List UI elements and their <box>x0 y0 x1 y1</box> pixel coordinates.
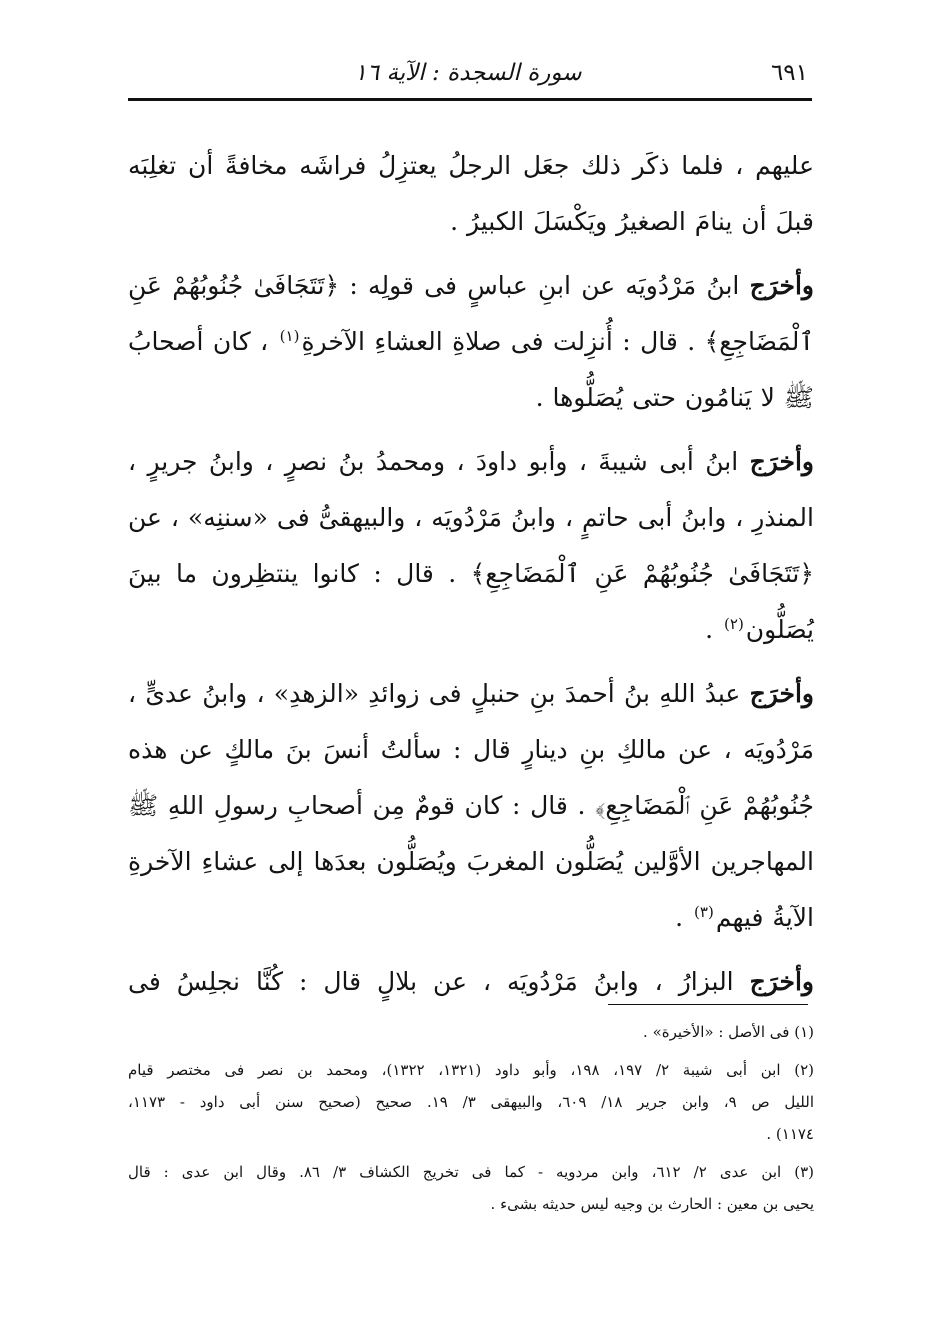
text-span: ابنُ مَرْدُويَه عن ابنِ عباسٍ فى قولِه : ﴿تَتَجَافَىٰ جُنُوبُهُمْ عَنِ <box>128 271 750 300</box>
footnote-1 <box>128 1016 814 1048</box>
paragraph-lead-word: وأخرَج <box>749 271 814 300</box>
header-rule <box>128 98 812 101</box>
footnote-2 <box>128 1054 814 1150</box>
footnote-ref-3[interactable]: (٣) <box>694 902 714 921</box>
text-line <box>128 954 814 1010</box>
footnote-ref-1[interactable]: (١) <box>279 326 300 345</box>
footnotes <box>128 1016 814 1220</box>
text-line: ﴿تَتَجَافَىٰ جُنُوبُهُمْ عَنِ ٱلْمَضَاجِعِ﴾ . قال : كانوا ينتظِرون ما بينَ <box>128 559 814 588</box>
running-title: سورة السجدة : الآية ١٦ <box>354 60 582 86</box>
footnote-ref-2[interactable]: (٢) <box>724 614 744 633</box>
text-line <box>128 666 814 722</box>
text-line: المنذرِ ، وابنُ أبى حاتمٍ ، وابنُ مَرْدُويَه ، والبيهقىُّ فى «سننِه» ، عن <box>128 503 814 532</box>
text-span: البزارُ ، وابنُ مَرْدُويَه ، عن بلالٍ قال : كُنَّا نجلِسُ فى <box>128 967 734 996</box>
footnote-3 <box>128 1156 814 1220</box>
footnote-line: (٣) ابن عدى ٢/ ٦١٢، وابن مردويه - كما فى تخريج الكشاف ٣/ ٨٦. وقال ابن عدى : قال <box>128 1163 814 1181</box>
text-line: مَرْدُويَه ، عن مالكِ بنِ دينارٍ قال : سألتُ أنسَ بنَ مالكٍ عن هذه <box>128 735 814 764</box>
text-span: ، كان أصحابُ <box>128 327 269 356</box>
text-line: قبلَ أن ينامَ الصغيرُ ويَكْسَلَ الكبيرُ . <box>450 207 814 236</box>
footnote-line: (٢) ابن أبى شيبة ٢/ ١٩٧، ١٩٨، وأبو داود (١٣٢١، ١٣٢٢)، ومحمد بن نصر فى مختصر قيام <box>128 1061 814 1079</box>
main-text <box>128 138 814 1010</box>
paragraph-1 <box>128 138 814 250</box>
paragraph-lead-word: وأخرَج <box>749 447 814 476</box>
text-line <box>128 258 814 314</box>
text-span: ابنُ أبى شيبةَ ، وأبو داودَ ، ومحمدُ بنُ نصرٍ ، وابنُ جريرٍ ، <box>128 447 739 476</box>
footnote-separator <box>608 1004 808 1005</box>
paragraph-3 <box>128 434 814 658</box>
text-line <box>128 890 814 946</box>
text-span: . <box>675 903 693 932</box>
text-span: الآيةُ فيهم <box>715 903 814 932</box>
footnote-line: (١) فى الأصل : «الأخيرة» . <box>643 1023 814 1041</box>
paragraph-lead-word: وأخرَج <box>749 679 814 708</box>
text-span: عبدُ اللهِ بنُ أحمدَ بنِ حنبلٍ فى زوائدِ «الزهدِ» ، وابنُ عدىٍّ ، <box>128 679 741 708</box>
footnote-line: ١١٧٤) . <box>766 1125 814 1143</box>
paragraph-2 <box>128 258 814 426</box>
text-line <box>128 434 814 490</box>
text-line: المهاجرين الأوَّلين يُصَلُّون المغربَ ويُصَلُّون بعدَها إلى عشاءِ الآخرةِ <box>128 847 814 876</box>
text-span: ٱلْمَضَاجِعِ﴾ . قال : أُنزِلت فى صلاةِ العشاءِ الآخرةِ <box>301 327 814 356</box>
text-line <box>128 602 814 658</box>
text-line <box>128 314 814 370</box>
footnote-line: يحيى بن معين : الحارث بن وجيه ليس حديثه بشىء . <box>490 1195 814 1213</box>
text-span: يُصَلُّون <box>745 615 814 644</box>
page-number: ٦٩١ <box>770 60 808 86</box>
text-line: جُنُوبُهُمْ عَنِ ٱلْمَضَاجِعِ﴾ . قال : كان قومٌ مِن أصحابِ رسولِ اللهِ ﷺ <box>128 791 814 820</box>
text-line: ﷺ لا يَنامُون حتى يُصَلُّوها . <box>535 383 814 412</box>
paragraph-5 <box>128 954 814 1010</box>
paragraph-lead-word: وأخرَج <box>749 967 814 996</box>
footnote-line: الليل ص ٩، وابن جرير ١٨/ ٦٠٩، والبيهقى ٣/ ١٩. صحيح (صحيح سنن أبى داود - ١١٧٣، <box>128 1093 814 1111</box>
running-header <box>128 58 808 98</box>
text-span: . <box>705 615 723 644</box>
paragraph-4 <box>128 666 814 946</box>
text-line: عليهم ، فلما ذكَر ذلك جعَل الرجلُ يعتزِلُ فراشَه مخافةً أن تغلِبَه <box>128 151 814 180</box>
